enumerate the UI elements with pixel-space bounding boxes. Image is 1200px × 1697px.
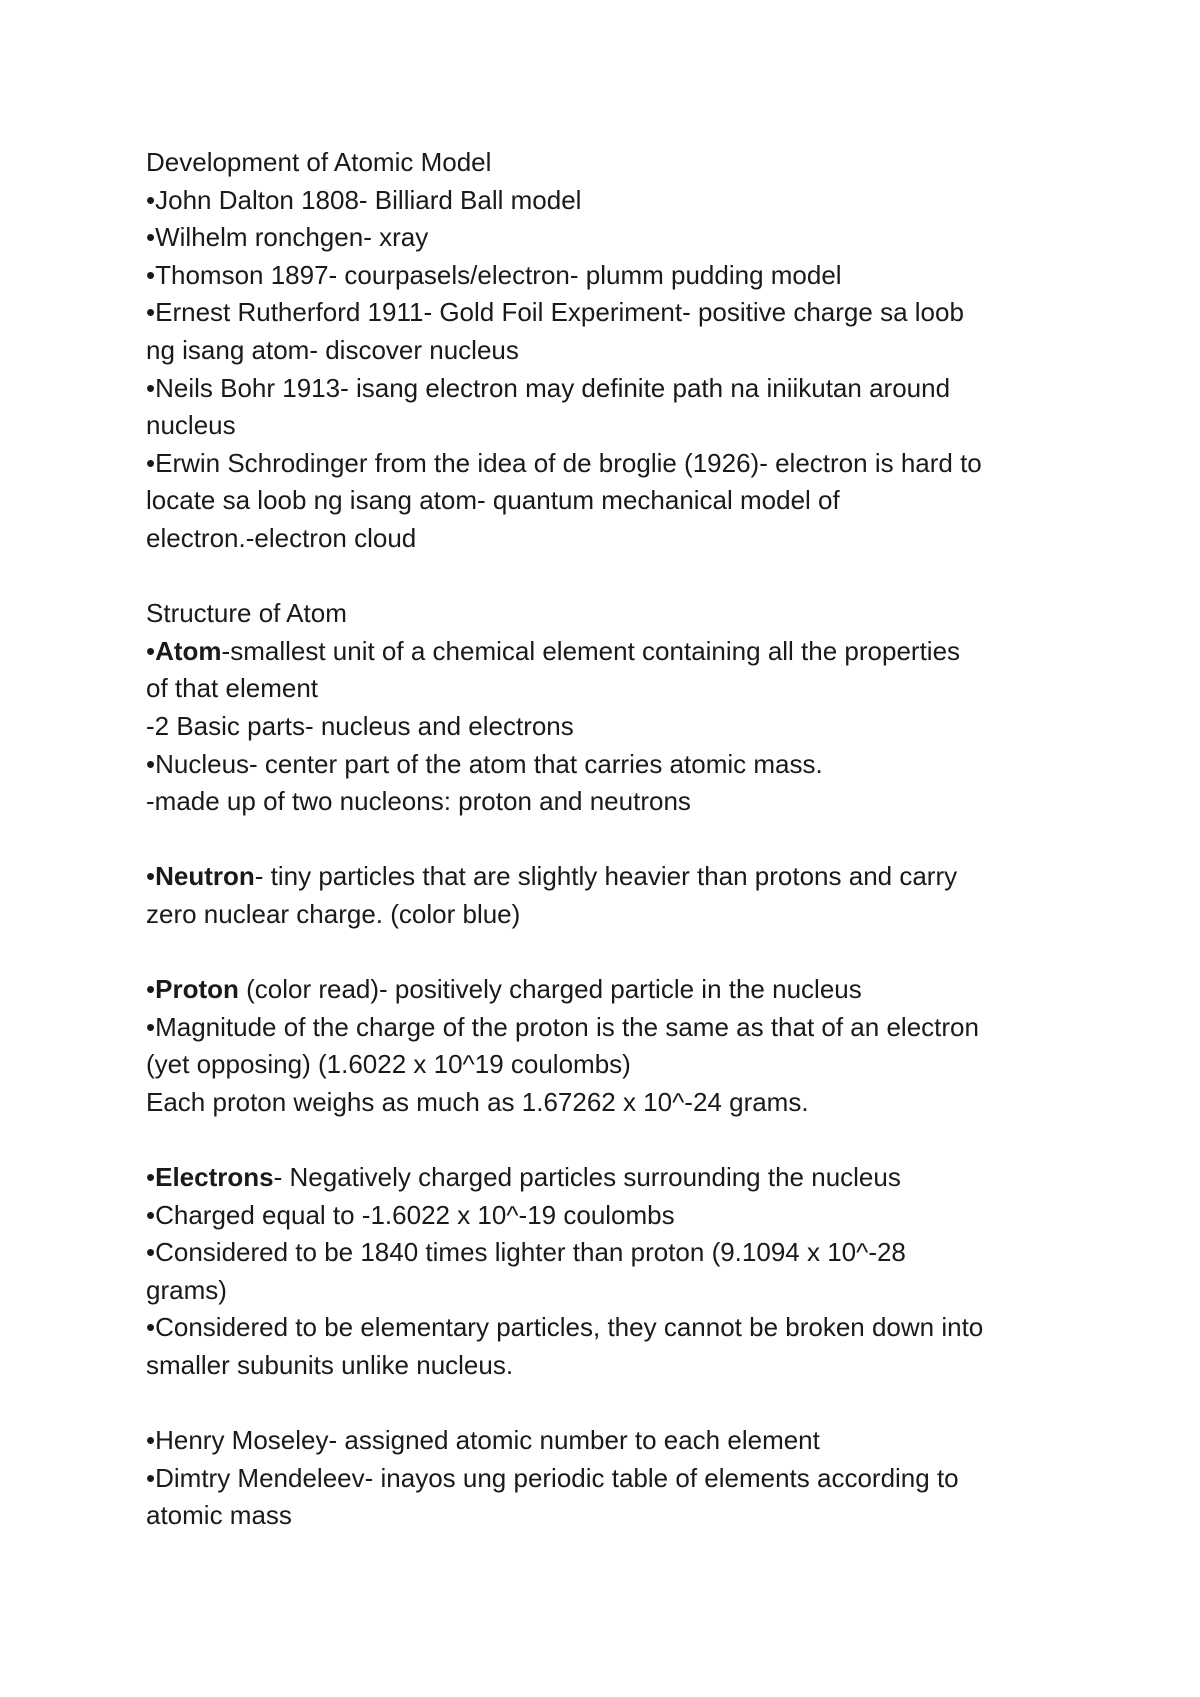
document-body [146, 144, 1066, 1535]
text-line: •Considered to be 1840 times lighter than proton (9.1094 x 10^-28 [146, 1237, 906, 1268]
text-line: •Magnitude of the charge of the proton is the same as that of an electron [146, 1011, 979, 1042]
text-line: nucleus [146, 410, 236, 441]
blank-line [146, 558, 1066, 596]
heading-atomic-model: Development of Atomic Model [146, 147, 492, 177]
text-line-proton [146, 971, 1066, 1009]
text-line: zero nuclear charge. (color blue) [146, 898, 521, 929]
definition-text: -smallest unit of a chemical element containing all the properties [221, 635, 961, 666]
text-line: •Thomson 1897- courpasels/electron- plumm pudding model [146, 259, 842, 290]
text-line: -2 Basic parts- nucleus and electrons [146, 710, 574, 741]
term-proton: Proton [155, 974, 239, 1005]
text-line-electrons [146, 1159, 1066, 1197]
blank-line [146, 821, 1066, 859]
definition-text: - Negatively charged particles surrounding the nucleus [273, 1162, 901, 1193]
text-line: •Nucleus- center part of the atom that carries atomic mass. [146, 748, 823, 779]
definition-text: - tiny particles that are slightly heavier than protons and carry [254, 861, 958, 892]
blank-line [146, 1121, 1066, 1159]
heading-structure-of-atom: Structure of Atom [146, 598, 347, 629]
text-line: locate sa loob ng isang atom- quantum mechanical model of [146, 485, 840, 516]
blank-line [146, 1385, 1066, 1423]
text-line: •Wilhelm ronchgen- xray [146, 222, 429, 253]
text-line: •Henry Moseley- assigned atomic number to each element [146, 1425, 820, 1456]
definition-text: (color read)- positively charged particle in the nucleus [238, 974, 862, 1005]
text-line: electron.-electron cloud [146, 522, 417, 553]
term-neutron: Neutron [155, 861, 255, 892]
text-line: atomic mass [146, 1500, 292, 1531]
text-line: (yet opposing) (1.6022 x 10^19 coulombs) [146, 1049, 631, 1080]
text-line: •Neils Bohr 1913- isang electron may definite path na iniikutan around [146, 372, 951, 403]
text-line: •Charged equal to -1.6022 x 10^-19 coulombs [146, 1199, 675, 1230]
text-line: grams) [146, 1274, 227, 1305]
blank-line [146, 933, 1066, 971]
bullet: • [146, 861, 156, 892]
text-line: -made up of two nucleons: proton and neutrons [146, 786, 691, 817]
text-line: •Erwin Schrodinger from the idea of de broglie (1926)- electron is hard to [146, 447, 982, 478]
text-line-neutron [146, 858, 1066, 896]
term-atom: Atom [155, 635, 222, 666]
term-electrons: Electrons [155, 1162, 274, 1193]
text-line: •Ernest Rutherford 1911- Gold Foil Experiment- positive charge sa loob [146, 297, 964, 328]
text-line: •Considered to be elementary particles, they cannot be broken down into [146, 1312, 984, 1343]
bullet: • [146, 635, 156, 666]
text-line: smaller subunits unlike nucleus. [146, 1350, 514, 1380]
text-line: Each proton weighs as much as 1.67262 x 10^-24 grams. [146, 1086, 809, 1117]
text-line: •Dimtry Mendeleev- inayos ung periodic table of elements according to [146, 1462, 959, 1493]
text-line: •John Dalton 1808- Billiard Ball model [146, 184, 582, 215]
text-line-atom [146, 633, 1066, 671]
text-line: of that element [146, 673, 318, 704]
bullet: • [146, 1162, 156, 1193]
text-line: ng isang atom- discover nucleus [146, 334, 519, 365]
bullet: • [146, 974, 156, 1005]
